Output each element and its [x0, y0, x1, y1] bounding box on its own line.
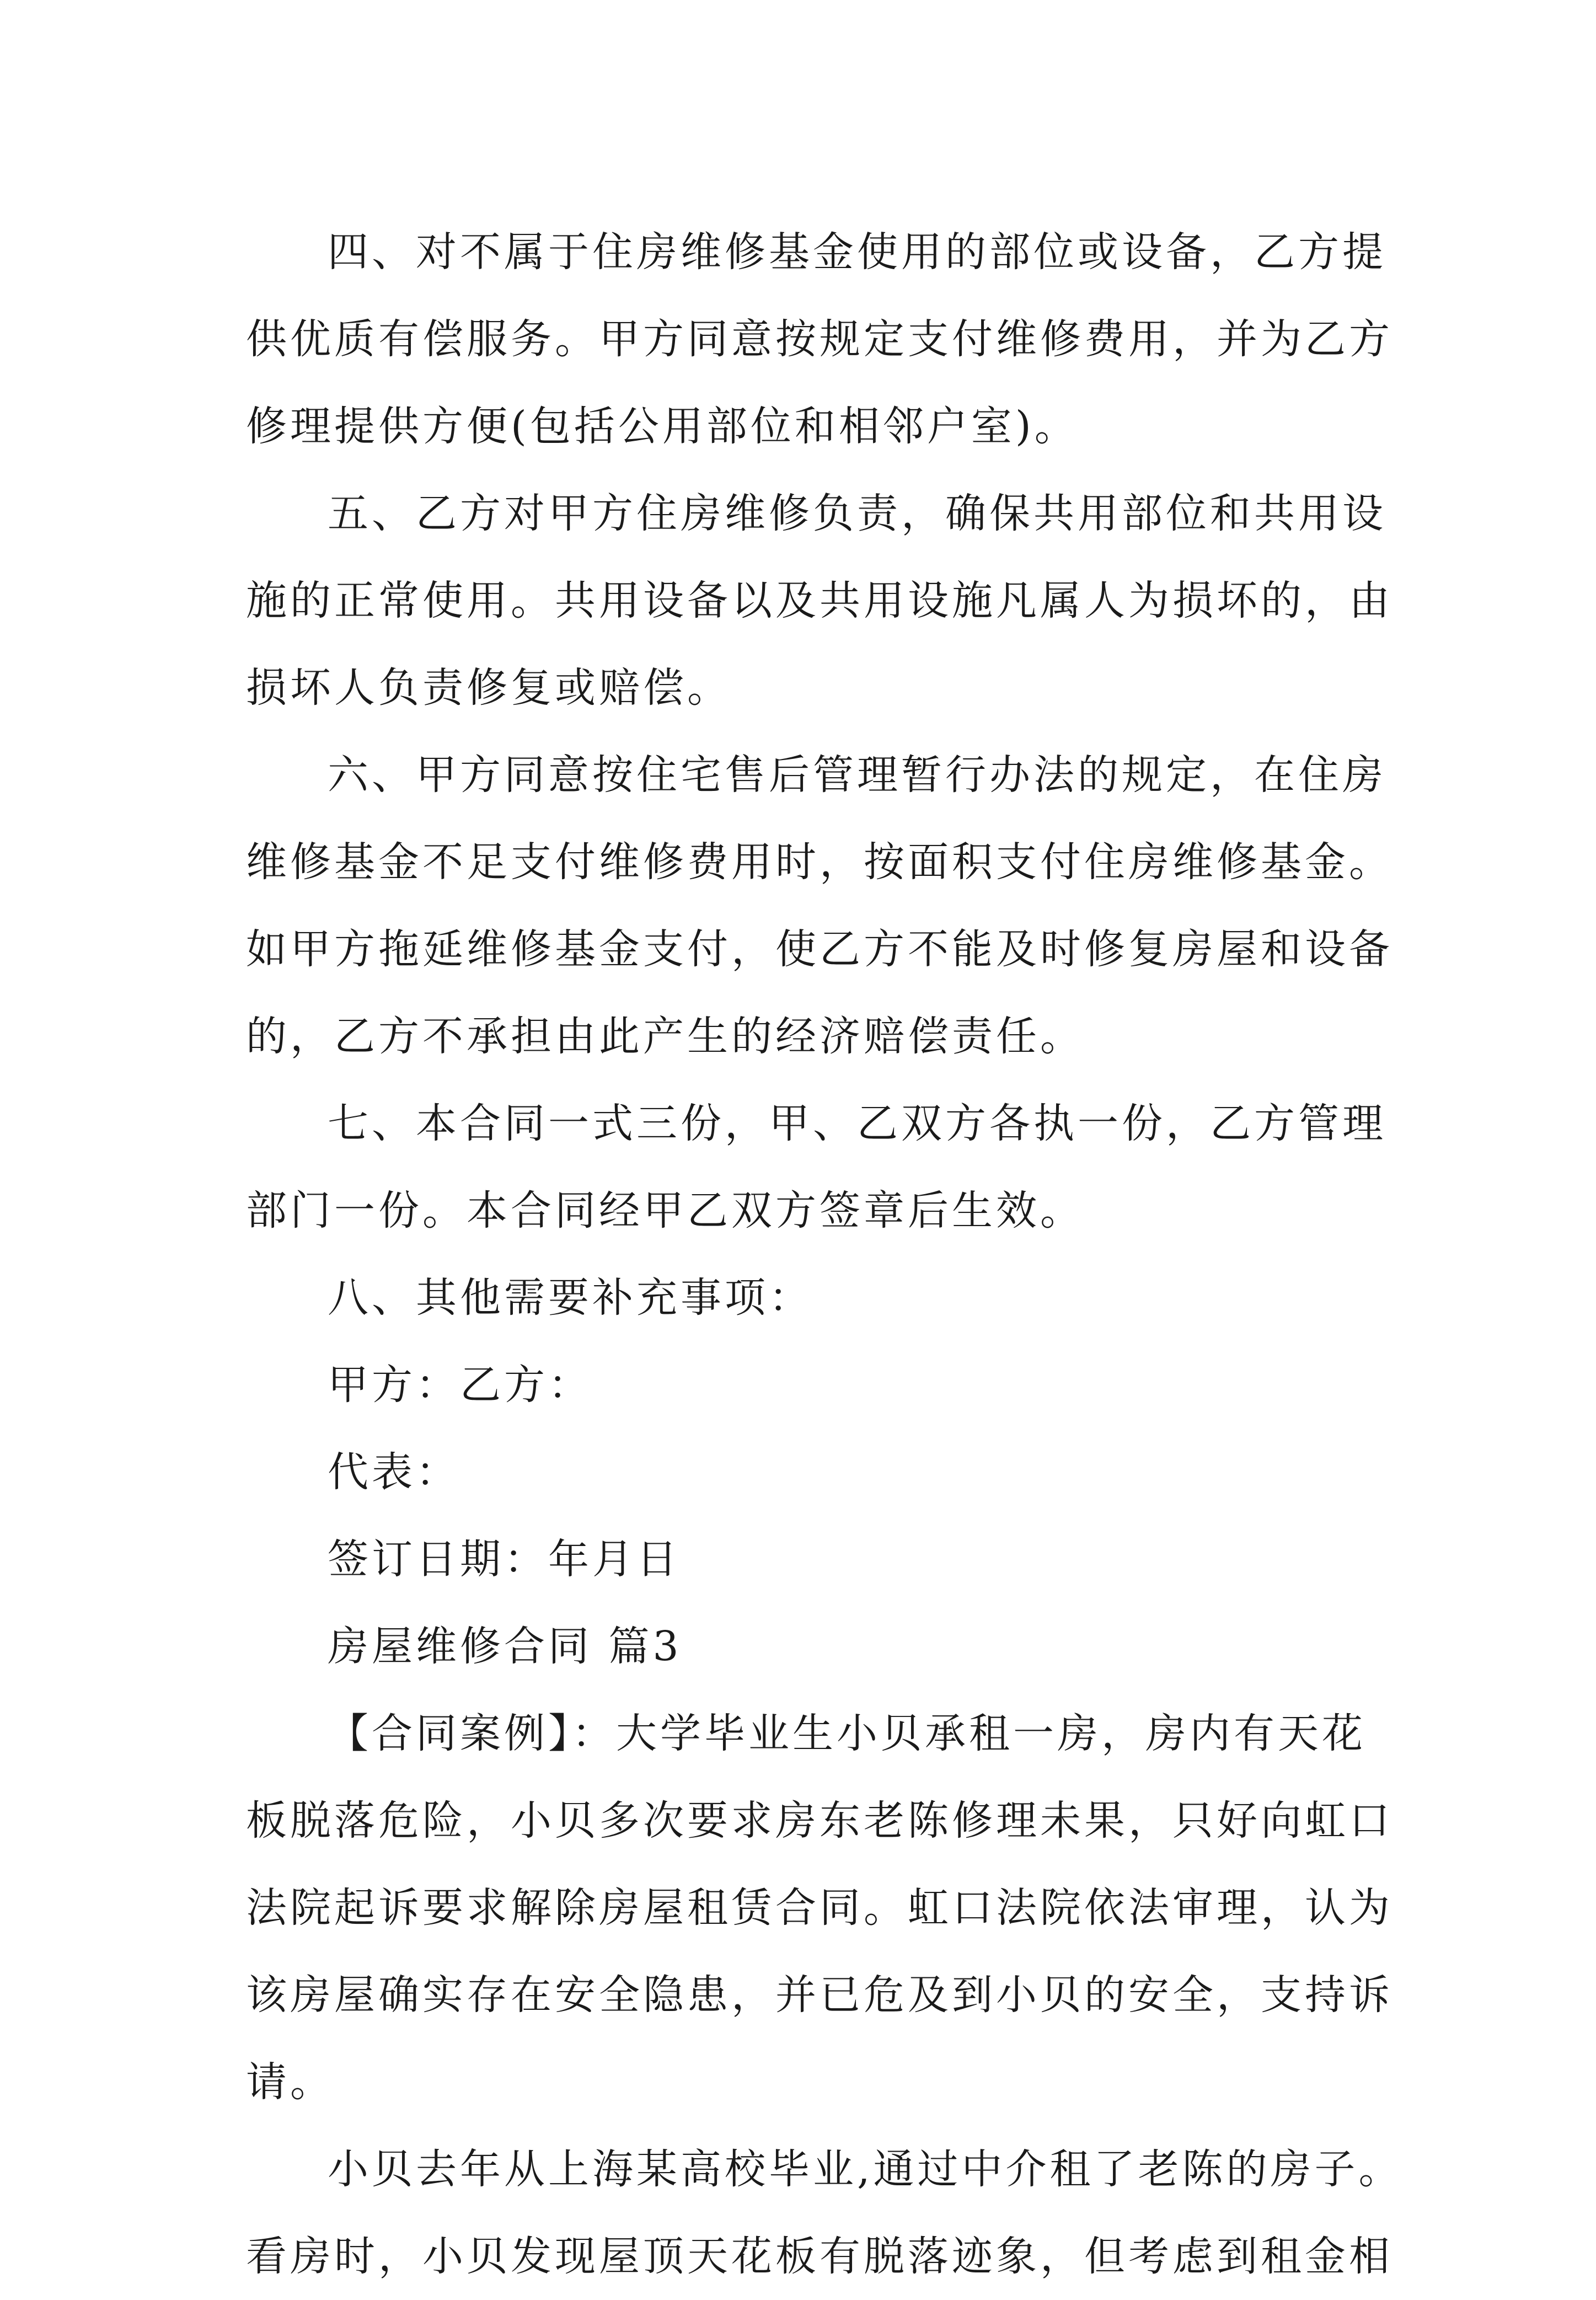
- paragraph: [246, 1516, 1371, 1603]
- text-line: 签订日期：年月日: [328, 1536, 681, 1583]
- text-line: 部门一份。本合同经甲乙双方签章后生效。: [246, 1187, 1084, 1234]
- text-line: 请。: [246, 2058, 334, 2106]
- text-line: 五、乙方对甲方住房维修负责，确保共用部位和共用设: [328, 490, 1386, 537]
- text-line: 如甲方拖延维修基金支付，使乙方不能及时修复房屋和设备: [246, 926, 1393, 973]
- text-line: 的，乙方不承担由此产生的经济赔偿责任。: [246, 1013, 1084, 1060]
- text-line: 小贝去年从上海某高校毕业,通过中介租了老陈的房子。: [328, 2146, 1403, 2193]
- paragraph: [246, 731, 1393, 1080]
- text-line: 该房屋确实存在安全隐患，并已危及到小贝的安全，支持诉: [246, 1971, 1393, 2019]
- text-line: 损坏人负责修复或赔偿。: [246, 664, 731, 712]
- text-line: 板脱落危险，小贝多次要求房东老陈修理未果，只好向虹口: [246, 1797, 1393, 1844]
- text-line: 代表：: [328, 1448, 460, 1496]
- paragraph: [246, 470, 1393, 731]
- paragraph: [246, 2126, 1403, 2300]
- text-line: 维修基金不足支付维修费用时，按面积支付住房维修基金。: [246, 838, 1393, 886]
- paragraph: [246, 1429, 1371, 1516]
- paragraph: [246, 1690, 1393, 2126]
- text-line: 房屋维修合同 篇3: [328, 1623, 682, 1670]
- text-line: 四、对不属于住房维修基金使用的部位或设备，乙方提: [328, 228, 1386, 276]
- text-line: 修理提供方便(包括公用部位和相邻户室)。: [246, 403, 1079, 450]
- document-body: [246, 208, 1403, 2300]
- paragraph: [246, 208, 1393, 470]
- text-line: 八、其他需要补充事项：: [328, 1274, 813, 1322]
- paragraph: [246, 1341, 1371, 1429]
- text-line: 甲方：乙方：: [328, 1361, 592, 1409]
- text-line: 施的正常使用。共用设备以及共用设施凡属人为损坏的，由: [246, 577, 1393, 624]
- text-line: 六、甲方同意按住宅售后管理暂行办法的规定，在住房: [328, 751, 1386, 799]
- text-line: 看房时，小贝发现屋顶天花板有脱落迹象，但考虑到租金相: [246, 2233, 1393, 2280]
- text-line: 七、本合同一式三份，甲、乙双方各执一份，乙方管理: [328, 1100, 1386, 1147]
- paragraph: [246, 1080, 1386, 1254]
- paragraph: [246, 1254, 1371, 1341]
- text-line: 法院起诉要求解除房屋租赁合同。虹口法院依法审理，认为: [246, 1884, 1393, 1932]
- paragraph: [246, 1603, 1371, 1690]
- text-line: 供优质有偿服务。甲方同意按规定支付维修费用，并为乙方: [246, 315, 1393, 363]
- text-line: 【合同案例】：大学毕业生小贝承租一房，房内有天花: [328, 1710, 1366, 1757]
